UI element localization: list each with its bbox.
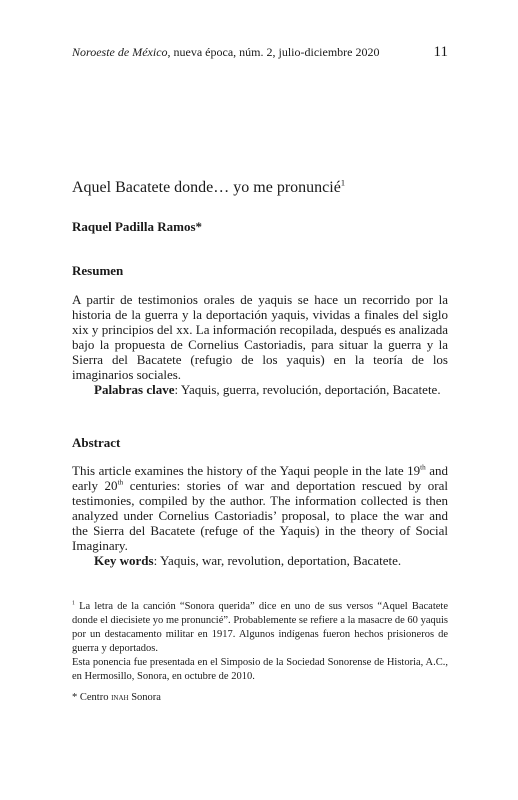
affiliation-location: Sonora: [128, 692, 161, 703]
resumen-keywords: [72, 382, 448, 397]
footnote-2: Esta ponencia fue presentada en el Simposio de la Sociedad Sonorense de Historia, A.C., en Hermosillo, Sonora, en octubre de 2010.: [72, 657, 448, 682]
abstract-text-part-2: and early 20: [72, 463, 449, 493]
journal-citation: [72, 44, 379, 60]
abstract-text-part-3: centuries: stories of war and deportation rescued by oral testimonies, compiled by the author. The information collected is then analyzed under Cornelius Castoriadis’ proposal, to place the war and the Sierra del Bacatete (refuge of the Yaquis) in the theory of Social Imaginary.: [72, 478, 448, 553]
abstract-keywords: [72, 553, 448, 568]
resumen-keywords-label: Palabras clave: [94, 382, 175, 397]
abstract-body: [72, 463, 448, 568]
ordinal-sup-1: th: [420, 463, 426, 472]
page-number: 11: [433, 44, 448, 60]
abstract-text: [72, 463, 448, 553]
resumen-text: A partir de testimonios orales de yaquis se hace un recorrido por la historia de la guerra y la deportación yaquis, vividas a finales del siglo xix y principios del xx. La información recopilada, después es analizada bajo la propuesta de Cornelius Castoriadis, para situar la guerra y la Sierra del Bacatete (refugio de los yaquis) en la teoría de los imaginarios sociales.: [72, 292, 448, 382]
title-footnote-marker[interactable]: 1: [340, 177, 346, 188]
abstract-keywords-list: : Yaquis, war, revolution, deportation, Bacatete.: [153, 553, 402, 568]
article-title: [72, 178, 452, 198]
footnote-1-text: La letra de la canción “Sonora querida” dice en uno de sus versos “Aquel Bacatete donde el diecisiete yo me pronuncié”. Probablemente se refiere a la masacre de 60 yaquis por un destacamento militar en 1917. Algunos indígenas fueron hechos prisioneros de guerra y deportados.: [72, 601, 448, 654]
footnotes: [72, 600, 448, 684]
resumen-keywords-list: : Yaquis, guerra, revolución, deportación, Bacatete.: [174, 382, 441, 397]
author-name: Raquel Padilla Ramos*: [72, 219, 203, 234]
running-header: [72, 44, 448, 60]
author-affiliation: [72, 692, 161, 703]
ordinal-sup-2: th: [117, 478, 124, 487]
journal-issue: , nueva época, núm. 2, julio-diciembre 2020: [167, 45, 380, 59]
abstract-heading: Abstract: [72, 435, 121, 450]
resumen-heading: Resumen: [72, 263, 124, 278]
footnote-1: [72, 600, 448, 656]
resumen-body: [72, 292, 448, 397]
affiliation-institute: inah: [111, 692, 129, 703]
footnote-1-marker: 1: [72, 600, 75, 607]
abstract-keywords-label: Key words: [94, 553, 154, 568]
journal-name: Noroeste de México: [72, 45, 168, 59]
abstract-text-part-1: This article examines the history of the Yaqui people in the late 19: [72, 463, 421, 478]
article-title-text: Aquel Bacatete donde… yo me pronuncié: [72, 179, 341, 196]
affiliation-prefix: * Centro: [72, 692, 112, 703]
